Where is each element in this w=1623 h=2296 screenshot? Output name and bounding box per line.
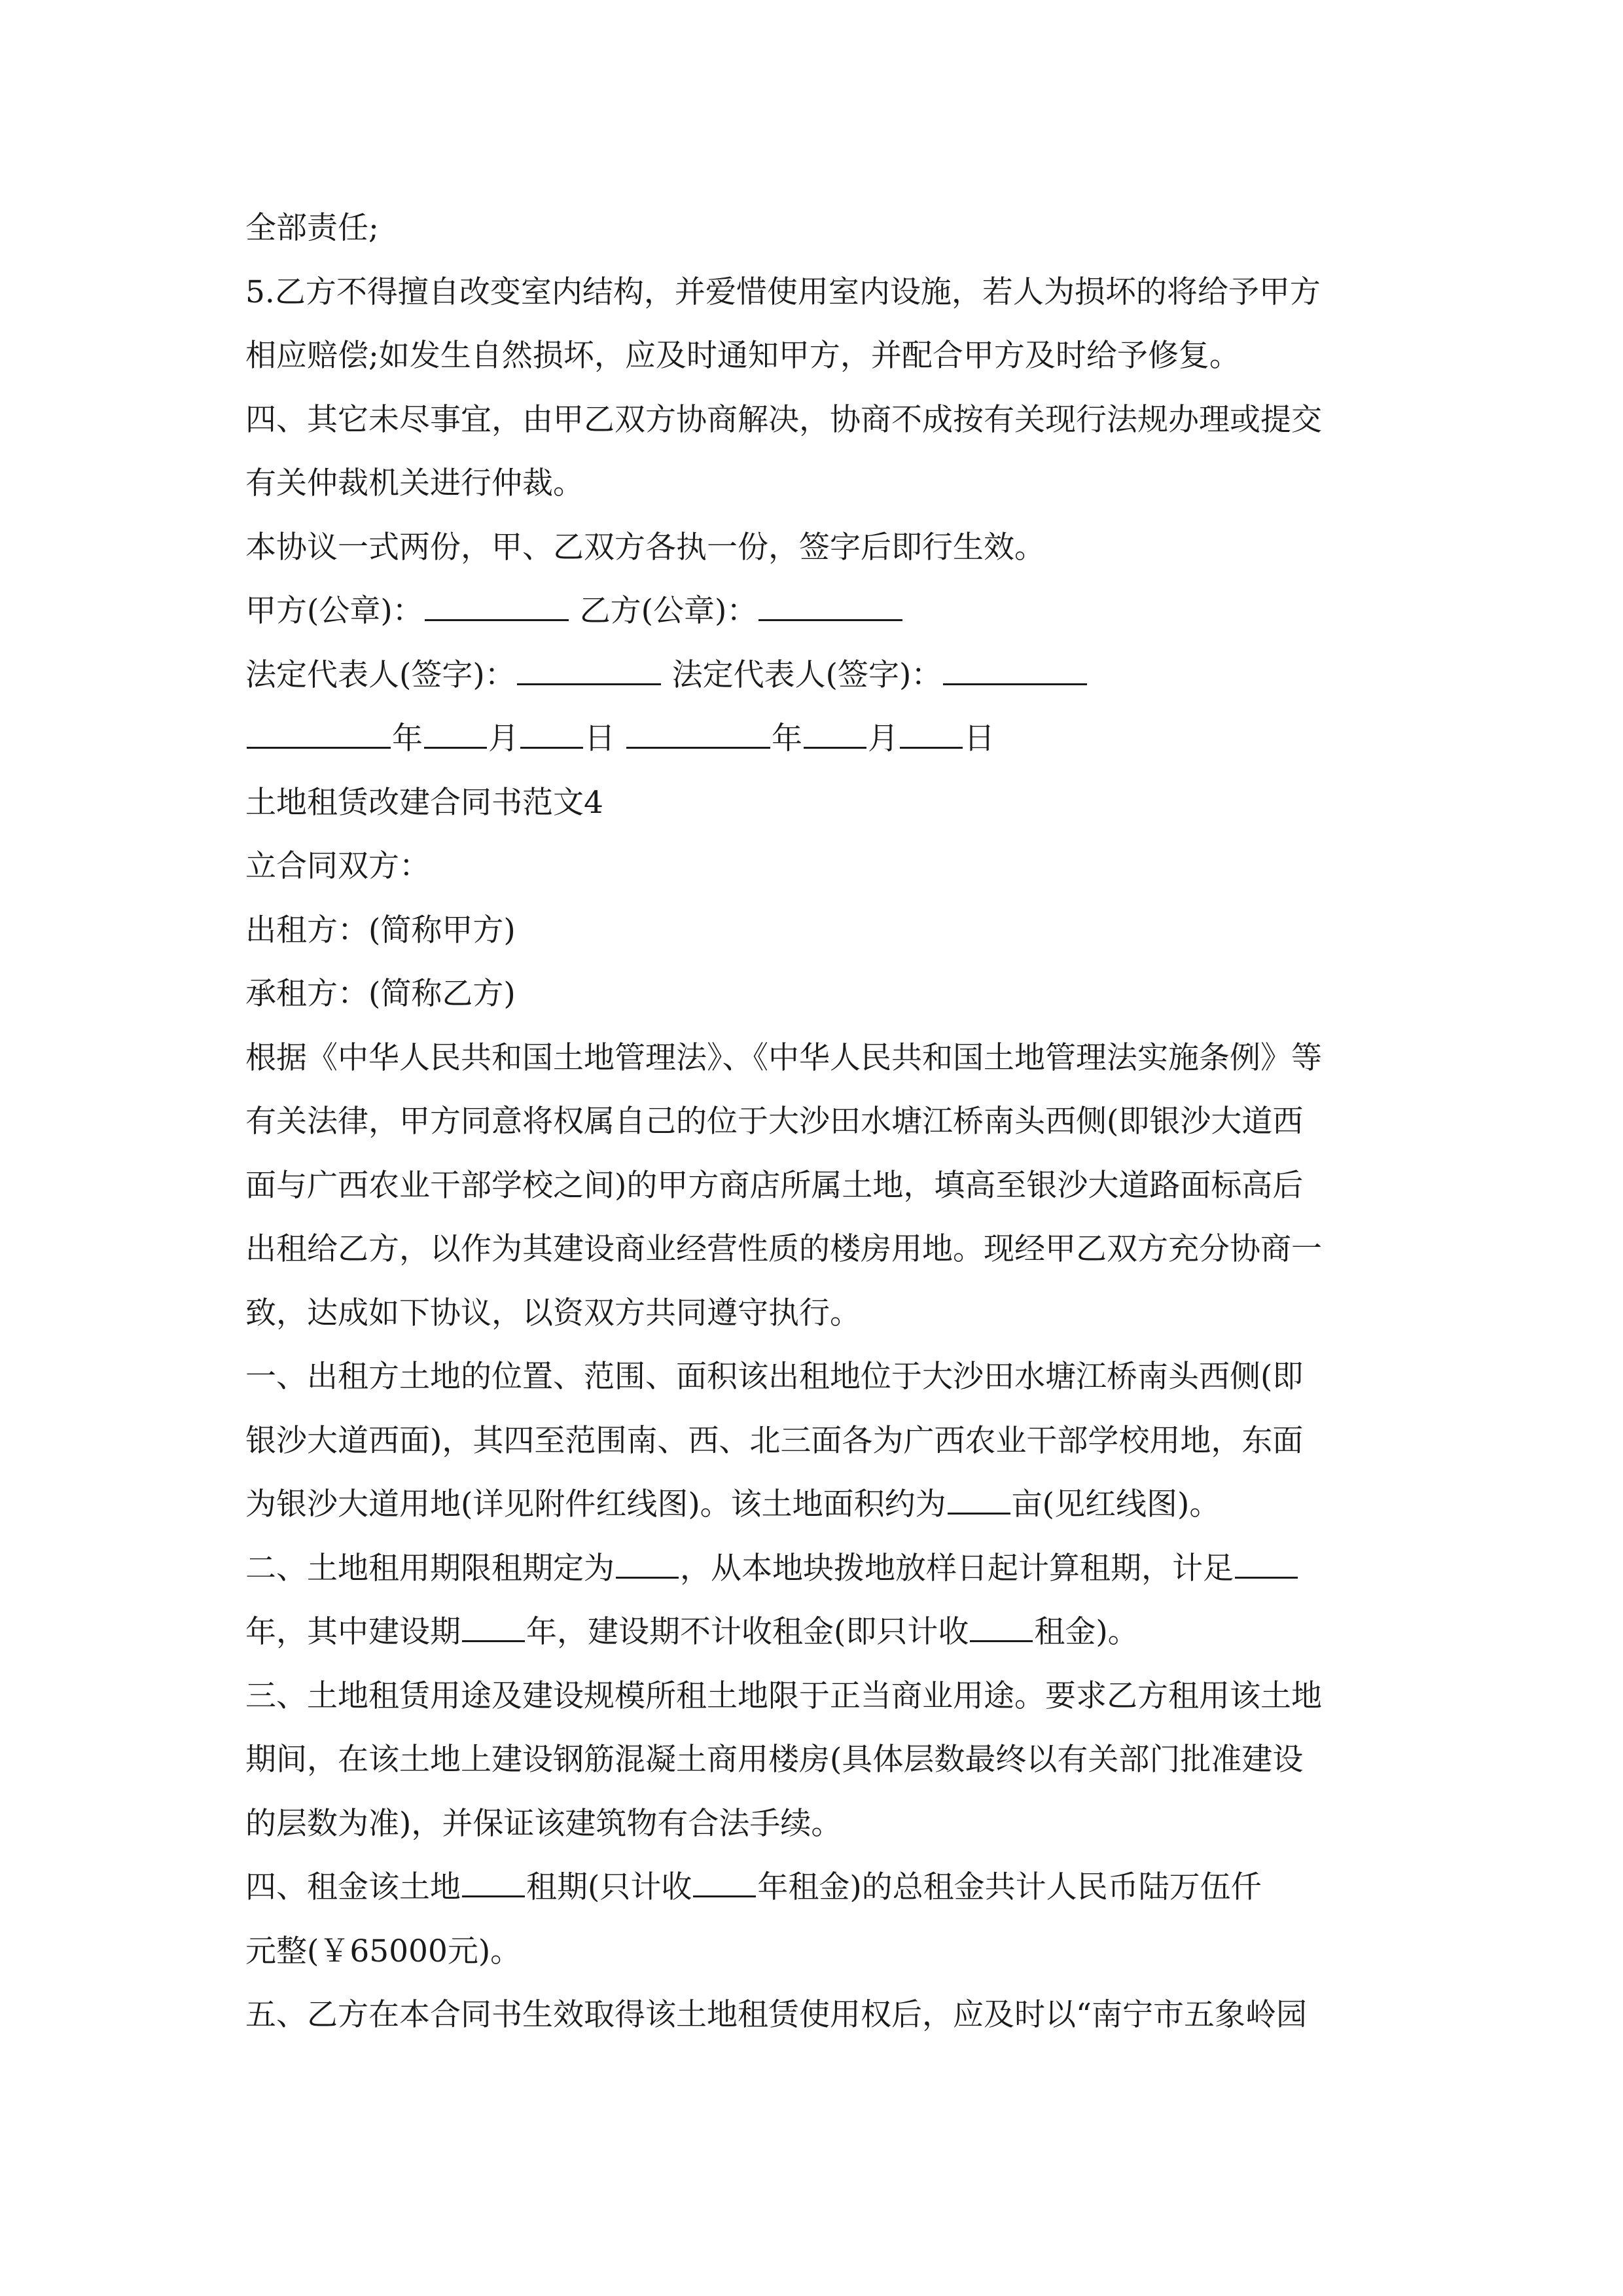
party-b-seal-label: 乙方(公章)： [579, 593, 758, 629]
text: 出租给乙方，以作为其建设商业经营性质的楼房用地。现经甲乙双方充分协商一 [245, 1231, 1322, 1267]
text-line [245, 1537, 1384, 1601]
text: 元整(￥65000元)。 [245, 1933, 522, 1969]
year-label: 年 [392, 721, 423, 757]
text-line [245, 1154, 1384, 1218]
charged-term-blank [970, 1601, 1033, 1642]
text: 全部责任; [245, 210, 379, 246]
text: 租期(只计收 [526, 1869, 692, 1905]
day-label: 日 [584, 721, 615, 757]
month-blank [804, 708, 866, 749]
text-line [245, 1026, 1384, 1090]
text: 致，达成如下协议，以资双方共同遵守执行。 [245, 1295, 861, 1331]
total-term-blank [1235, 1537, 1298, 1579]
text-line [245, 1920, 1384, 1984]
signature-line-representative [245, 643, 1384, 708]
text: 5.乙方不得擅自改变室内结构，并爱惜使用室内设施，若人为损坏的将给予甲方 [245, 274, 1321, 310]
text: 面与广西农业干部学校之间)的甲方商店所属土地，填高至银沙大道路面标高后 [245, 1167, 1304, 1204]
area-blank [948, 1473, 1010, 1515]
text: 三、土地租赁用途及建设规模所租土地限于正当商业用途。要求乙方租用该土地 [245, 1677, 1322, 1714]
day-blank [900, 708, 963, 749]
party-a-rep-blank [517, 644, 661, 685]
text: 本协议一式两份，甲、乙双方各执一份，签字后即行生效。 [245, 529, 1045, 565]
text-line [245, 1345, 1384, 1409]
month-label: 月 [488, 721, 519, 757]
text: 四、其它未尽事宜，由甲乙双方协商解决，协商不成按有关现行法规办理或提交 [245, 401, 1322, 438]
text: 立合同双方： [245, 848, 430, 884]
day-label: 日 [963, 721, 995, 757]
text-line [245, 516, 1384, 580]
signature-line-seal [245, 579, 1384, 643]
day-blank [520, 708, 583, 749]
date-line [245, 707, 1384, 771]
year-blank [626, 708, 770, 749]
text: 年，建设期不计收租金(即只计收 [526, 1614, 969, 1650]
land-term-blank [462, 1856, 525, 1897]
text: 出租方：(简称甲方) [245, 912, 516, 948]
text: 承租方：(简称乙方) [245, 976, 516, 1012]
text-line [245, 1282, 1384, 1346]
text: 土地租赁改建合同书范文4 [245, 784, 603, 821]
text: 四、租金该土地 [245, 1869, 461, 1905]
text-line [245, 1217, 1384, 1282]
text: 年租金)的总租金共计人民币陆万伍仟 [757, 1869, 1262, 1905]
text: 有关仲裁机关进行仲裁。 [245, 465, 584, 501]
text: ，从本地块拨地放样日起计算租期，计足 [680, 1550, 1234, 1587]
text: 年，其中建设期 [245, 1614, 461, 1650]
party-a-rep-label: 法定代表人(签字)： [245, 656, 516, 693]
text-line [245, 1728, 1384, 1792]
text: 租金)。 [1034, 1614, 1139, 1650]
party-b-seal-blank [758, 580, 902, 621]
month-label: 月 [867, 721, 899, 757]
text-line [245, 1409, 1384, 1473]
text: 相应赔偿;如发生自然损坏，应及时通知甲方，并配合甲方及时给予修复。 [245, 338, 1240, 374]
construction-period-blank [462, 1601, 525, 1642]
text-line [245, 260, 1384, 325]
text-line [245, 1792, 1384, 1856]
lease-term-blank [616, 1537, 679, 1579]
year-label: 年 [771, 721, 802, 757]
text-line [245, 196, 1384, 260]
section-title [245, 771, 1384, 835]
year-blank [247, 708, 391, 749]
text: 亩(见红线图)。 [1011, 1486, 1221, 1522]
text-line [245, 1983, 1384, 2047]
text-line [245, 899, 1384, 963]
party-b-rep-blank [943, 644, 1087, 685]
text-line [245, 1664, 1384, 1729]
text-line [245, 324, 1384, 388]
document-body [245, 196, 1384, 2047]
rent-years-blank [693, 1856, 756, 1897]
text: 银沙大道西面)，其四至范围南、西、北三面各为广西农业干部学校用地，东面 [245, 1422, 1304, 1459]
text-line [245, 1090, 1384, 1154]
text: 根据《中华人民共和国土地管理法》、《中华人民共和国土地管理法实施条例》等 [245, 1039, 1322, 1076]
text-line [245, 1856, 1384, 1920]
text: 五、乙方在本合同书生效取得该土地租赁使用权后，应及时以“南宁市五象岭园 [245, 1997, 1308, 2033]
text: 有关法律，甲方同意将权属自己的位于大沙田水塘江桥南头西侧(即银沙大道西 [245, 1103, 1304, 1139]
party-b-rep-label: 法定代表人(签字)： [671, 656, 942, 693]
text: 二、土地租用期限租期定为 [245, 1550, 615, 1587]
text-line [245, 1473, 1384, 1537]
month-blank [424, 708, 487, 749]
text: 的层数为准)，并保证该建筑物有合法手续。 [245, 1805, 842, 1842]
party-a-seal-label: 甲方(公章)： [245, 593, 423, 629]
text-line [245, 834, 1384, 899]
text: 一、出租方土地的位置、范围、面积该出租地位于大沙田水塘江桥南头西侧(即 [245, 1359, 1304, 1395]
text-line [245, 388, 1384, 452]
party-a-seal-blank [425, 580, 569, 621]
text-line [245, 1600, 1384, 1664]
text-line [245, 452, 1384, 516]
text: 期间，在该土地上建设钢筋混凝土商用楼房(具体层数最终以有关部门批准建设 [245, 1742, 1304, 1778]
text: 为银沙大道用地(详见附件红线图)。该土地面积约为 [245, 1486, 946, 1522]
text-line [245, 962, 1384, 1026]
